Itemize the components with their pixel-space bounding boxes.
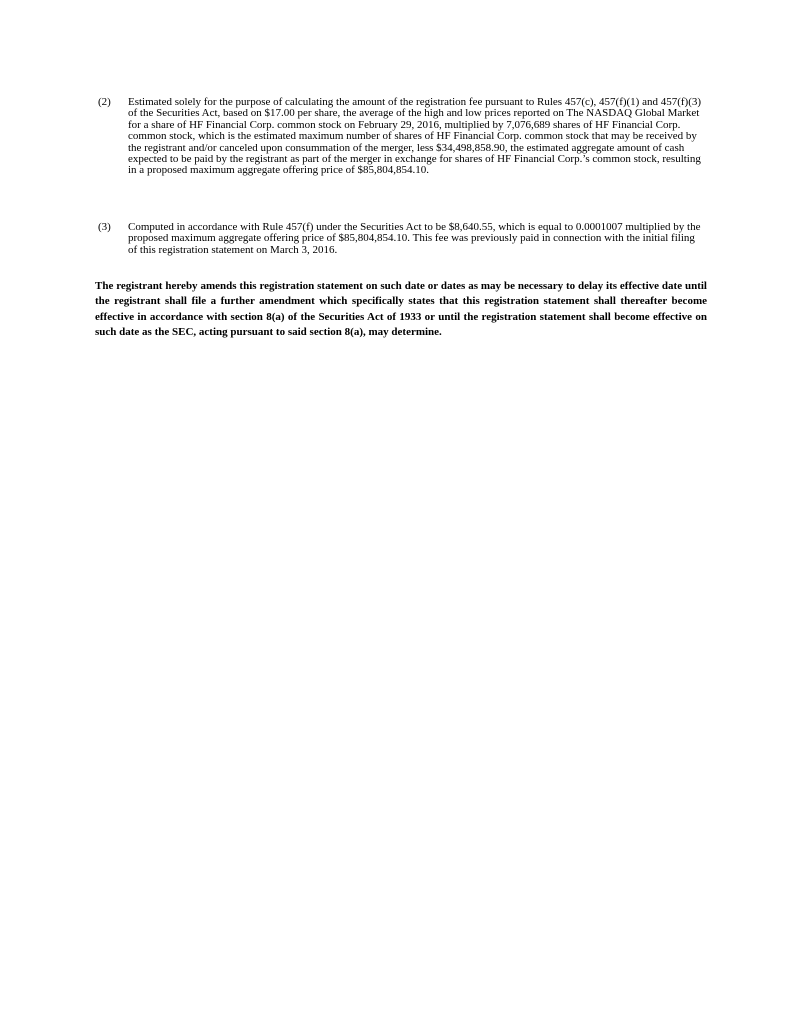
footnote-text: Computed in accordance with Rule 457(f) under the Securities Act to be $8,640.55, which is equal to 0.0001007 multiplied by the proposed maximum aggregate offering price of $85,804,854.10. This fee was previously paid in connection with the initial filing of this registration statement on March 3, 2016. (128, 221, 701, 256)
footnote-number: (2) (98, 96, 111, 108)
footnote-2 (98, 97, 706, 177)
footnote-number: (3) (98, 221, 111, 233)
footnote-3 (98, 222, 706, 256)
delaying-amendment-statement: The registrant hereby amends this registration statement on such date or dates as may be necessary to delay its effective date until the registrant shall file a further amendment which specifically states that this registration statement shall thereafter become effective in accordance with section 8(a) of the Securities Act of 1933 or until the registration statement shall become effective on such date as the SEC, acting pursuant to said section 8(a), may determine. (95, 280, 707, 339)
footnote-text: Estimated solely for the purpose of calculating the amount of the registration fee pursuant to Rules 457(c), 457(f)(1) and 457(f)(3) of the Securities Act, based on $17.00 per share, the average of the high and low prices reported on The NASDAQ Global Market for a share of HF Financial Corp. common stock on February 29, 2016, multiplied by 7,076,689 shares of HF Financial Corp. common stock, which is the estimated maximum number of shares of HF Financial Corp. common stock that may be received by the registrant and/or canceled upon consummation of the merger, less $34,498,858.90, the estimated aggregate amount of cash expected to be paid by the registrant as part of the merger in exchange for shares of HF Financial Corp.’s common stock, resulting in a proposed maximum aggregate offering price of $85,804,854.10. (128, 96, 702, 177)
